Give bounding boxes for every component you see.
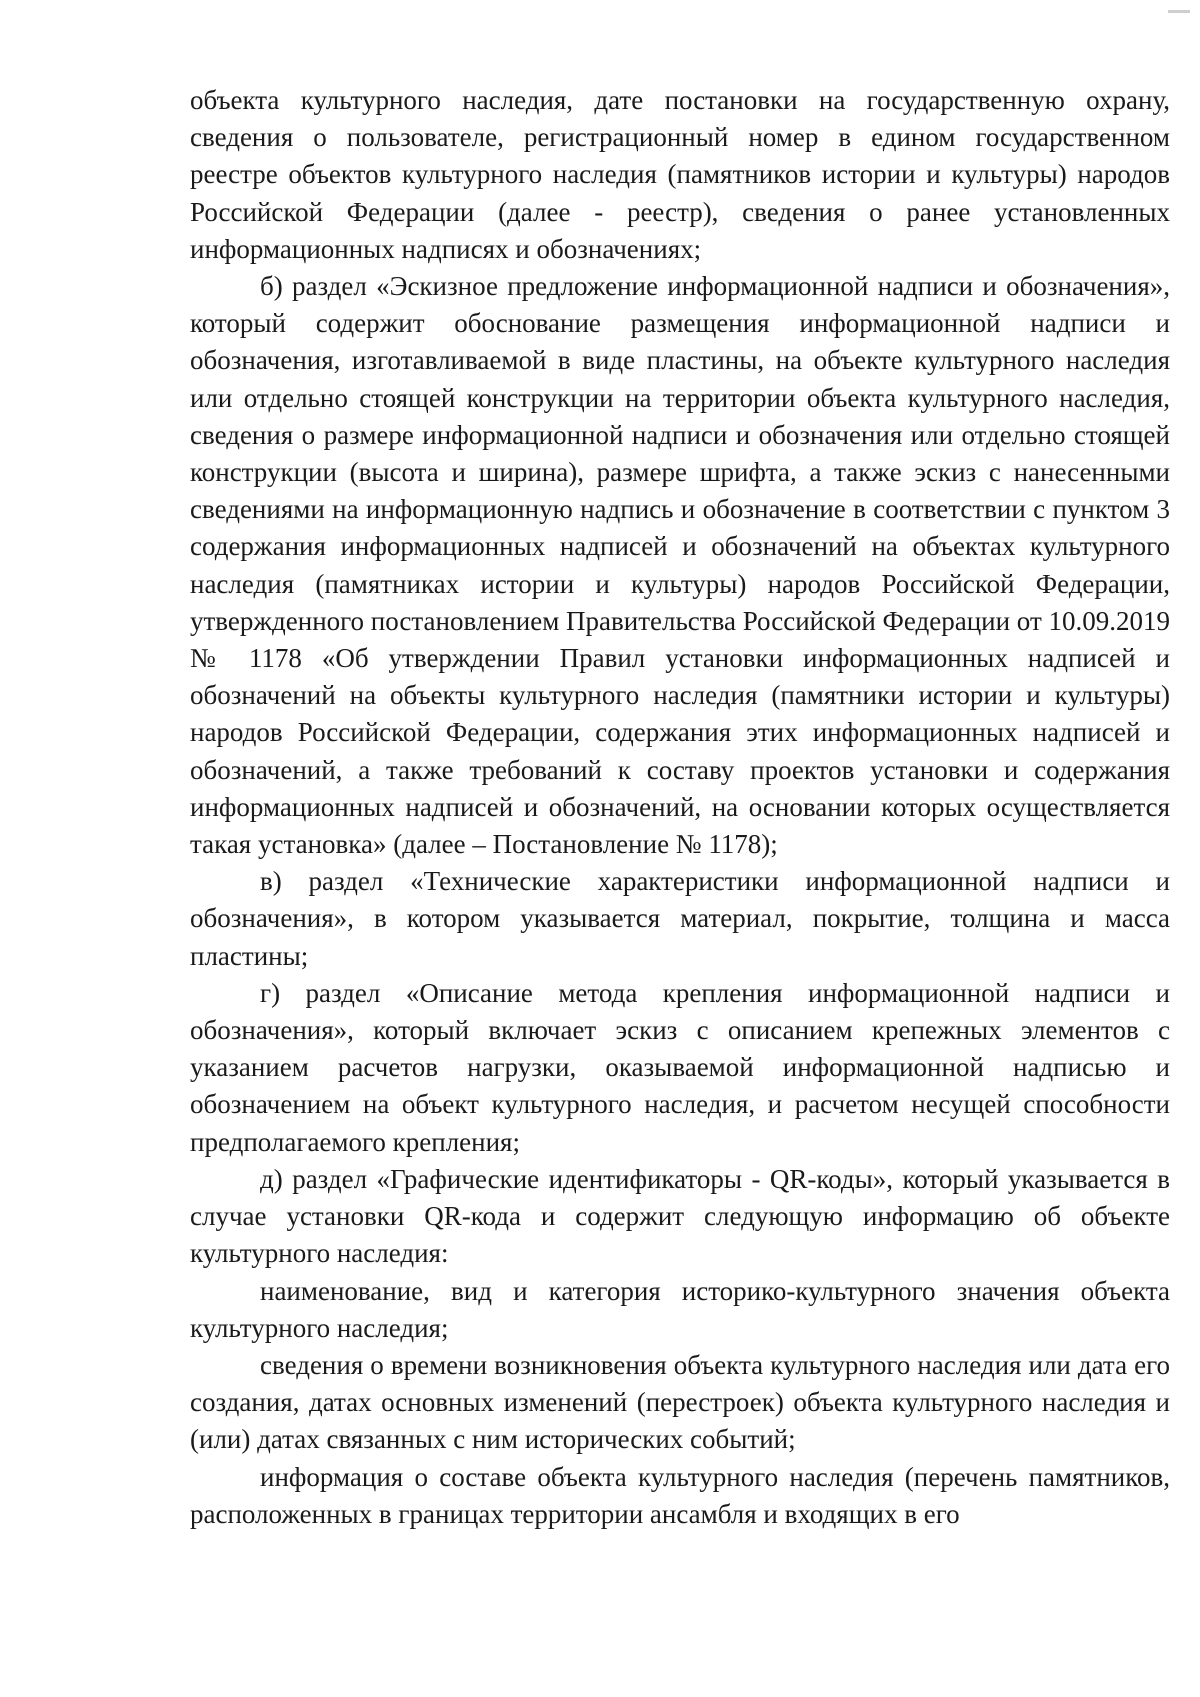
paragraph-section-b: б) раздел «Эскизное предложение информационной надписи и обозначения», который содержит обоснование размещения информационной надписи и обозначения, изготавливаемой в виде пластины, на объекте культурного наследия или отдельно стоящей конструкции на территории объекта культурного наследия, сведения о размере информационной надписи и обозначения или отдельно стоящей конструкции (высота и ширина), размере шрифта, а также эскиз с нанесенными сведениями на информационную надпись и обозначение в соответствии с пунктом 3 содержания информационных надписей и обозначений на объектах культурного наследия (памятниках истории и культуры) народов Российской Федерации, утвержденного постановлением Правительства Российской Федерации от 10.09.2019 № 1178 «Об утверждении Правил установки информационных надписей и обозначений на объекты культурного наследия (памятники истории и культуры) народов Российской Федерации, содержания этих информационных надписей и обозначений, а также требований к составу проектов установки и содержания информационных надписей и обозначений, на основании которых осуществляется такая установка» (далее – Постановление № 1178); (190, 271, 1170, 860)
paragraph-section-v: в) раздел «Технические характеристики информационной надписи и обозначения», в котором указывается материал, покрытие, толщина и масса пластины; (190, 866, 1170, 971)
paragraph-qr-item-dates: сведения о времени возникновения объекта культурного наследия или дата его создания, датах основных изменений (перестроек) объекта культурного наследия и (или) датах связанных с ним исторических событий; (190, 1349, 1170, 1455)
document-body (190, 82, 1170, 1533)
scan-artifact (1168, 10, 1190, 13)
paragraph-qr-item-name: наименование, вид и категория историко-культурного значения объекта культурного наследия; (190, 1275, 1170, 1343)
paragraph-section-d: д) раздел «Графические идентификаторы - QR-коды», который указывается в случае установки QR-кода и содержит следующую информацию об объекте культурного наследия: (190, 1163, 1170, 1269)
paragraph-continuation: объекта культурного наследия, дате постановки на государственную охрану, сведения о пользователе, регистрационный номер в едином государственном реестре объектов культурного наследия (памятников истории и культуры) народов Российской Федерации (далее - реестр), сведения о ранее установленных информационных надписях и обозначениях; (190, 85, 1170, 264)
paragraph-section-g: г) раздел «Описание метода крепления информационной надписи и обозначения», который включает эскиз с описанием крепежных элементов с указанием расчетов нагрузки, оказываемой информационной надписью и обозначением на объект культурного наследия, и расчетом несущей способности предполагаемого крепления; (190, 977, 1170, 1157)
paragraph-qr-item-composition: информация о составе объекта культурного наследия (перечень памятников, расположенных в границах территории ансамбля и входящих в его (190, 1461, 1170, 1529)
